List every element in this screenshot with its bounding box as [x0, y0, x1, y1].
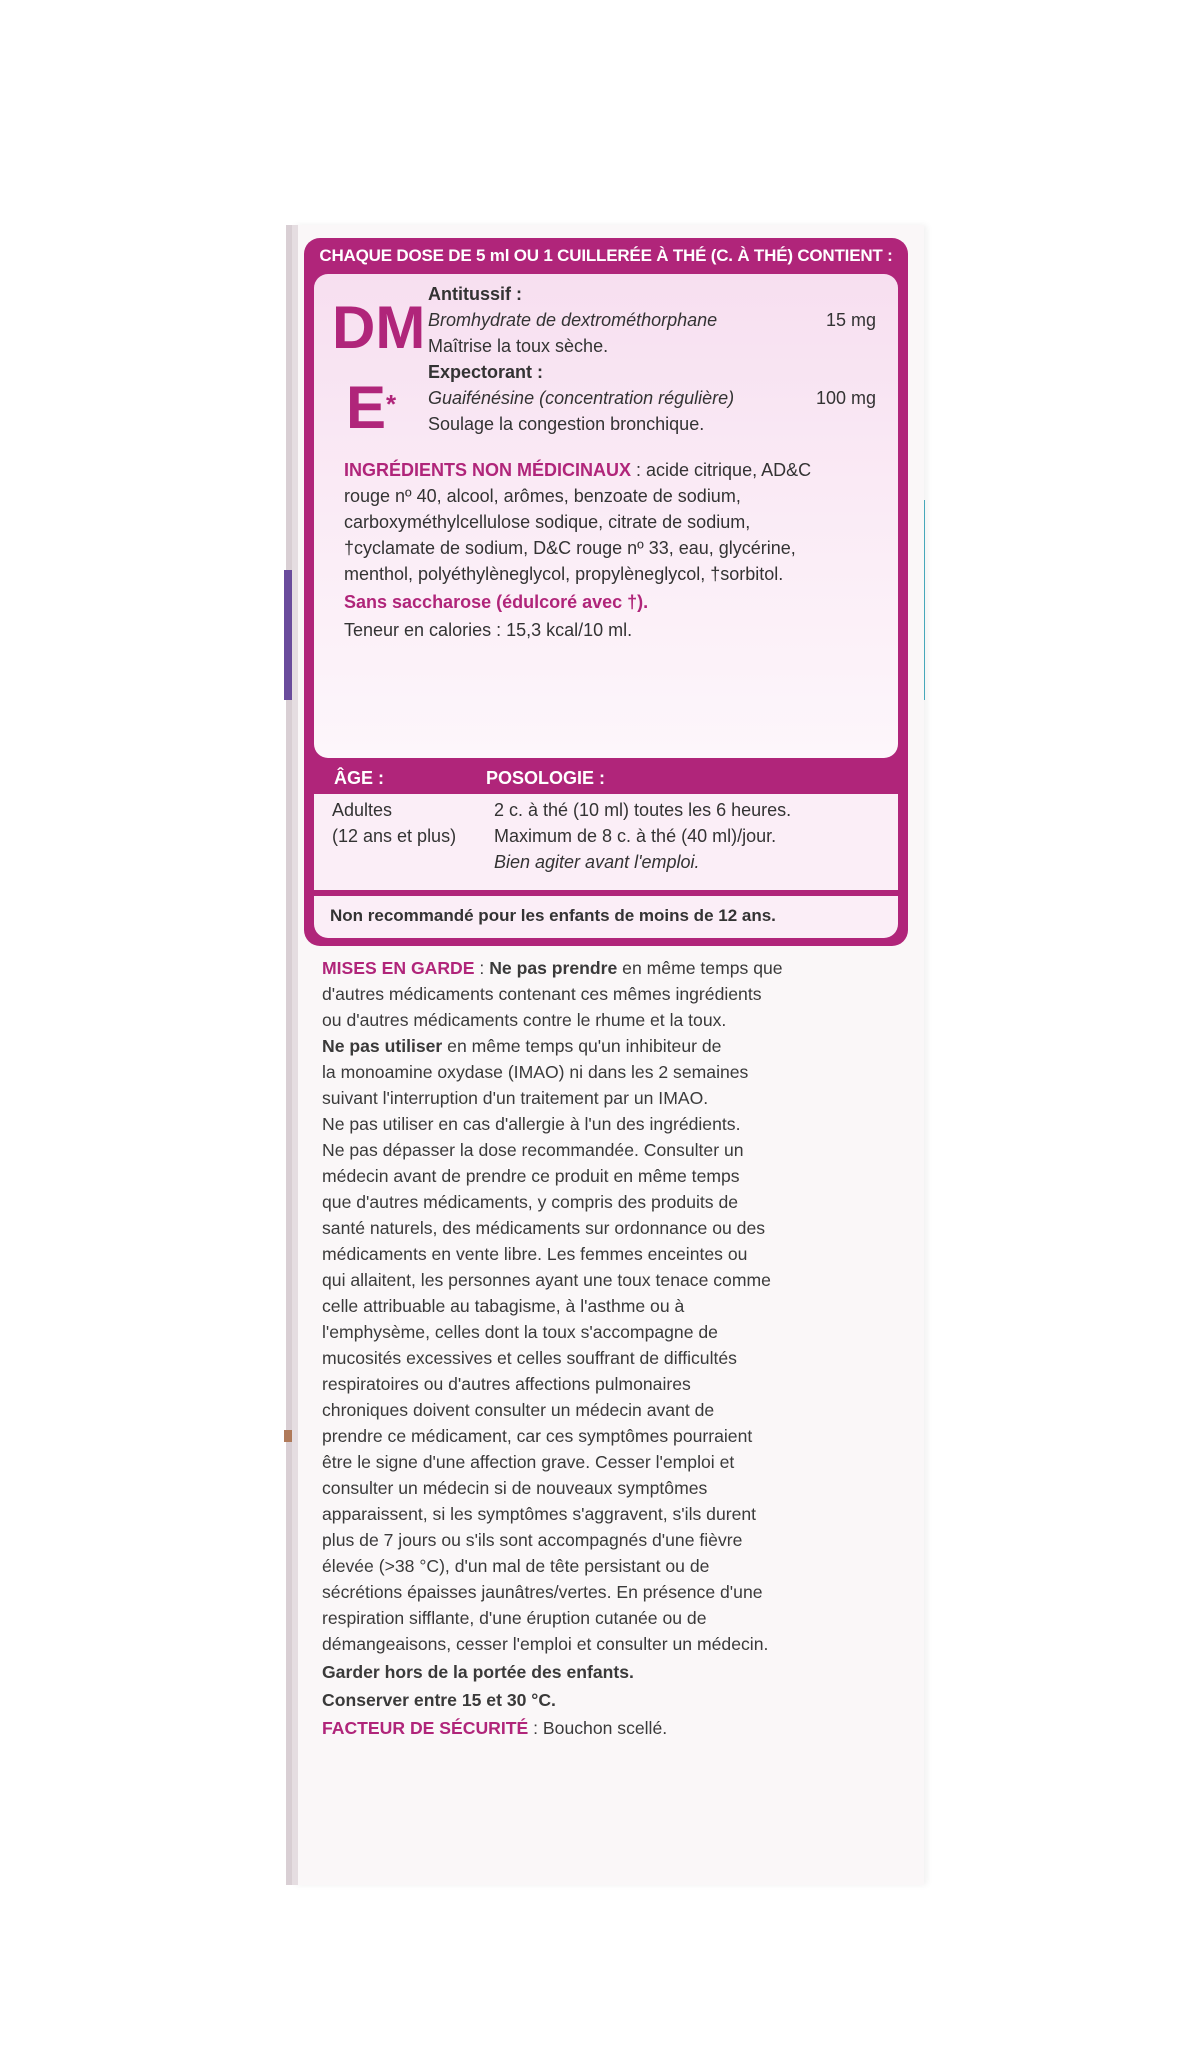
warnings-line-20: être le signe d'une affection grave. Cesser l'emploi et — [322, 1452, 735, 1472]
safety-factor: FACTEUR DE SÉCURITÉ : Bouchon scellé. — [322, 1718, 668, 1738]
ingredients-inner — [314, 274, 898, 758]
dm-letter: DM — [332, 294, 426, 361]
ingredients-panel — [304, 238, 908, 946]
dosage-header-row — [314, 766, 898, 792]
dm-category: Antitussif : — [428, 284, 522, 304]
box-side-accent-left — [284, 570, 292, 700]
dose-line-1: 2 c. à thé (10 ml) toutes les 6 heures. — [494, 800, 792, 820]
dose-line-3: Bien agiter avant l'emploi. — [494, 852, 700, 872]
warnings-line-19: prendre ce médicament, car ces symptômes pourraient — [322, 1426, 753, 1446]
non-med-label: INGRÉDIENTS NON MÉDICINAUX — [344, 460, 632, 480]
warnings-line-1: MISES EN GARDE : Ne pas prendre en même temps que — [322, 958, 783, 978]
dosage-table — [314, 794, 898, 890]
not-recommended-box — [314, 896, 898, 938]
e-effect: Soulage la congestion bronchique. — [428, 414, 705, 434]
sugar-free-note: Sans saccharose (édulcoré avec †). — [344, 592, 649, 612]
non-med-line-1: INGRÉDIENTS NON MÉDICINAUX : acide citrique, AD&C — [344, 460, 812, 480]
e-category: Expectorant : — [428, 362, 544, 382]
box-side-accent-small — [284, 1430, 292, 1442]
warnings-line-18: chroniques doivent consulter un médecin avant de — [322, 1400, 715, 1420]
warnings-line-12: médicaments en vente libre. Les femmes enceintes ou — [322, 1244, 748, 1264]
non-med-line-4: †cyclamate de sodium, D&C rouge nº 33, eau, glycérine, — [344, 538, 796, 558]
warnings-label: MISES EN GARDE — [322, 958, 475, 978]
e-letter: E* — [346, 374, 397, 441]
age-line-2: (12 ans et plus) — [332, 826, 457, 846]
panel-header: CHAQUE DOSE DE 5 ml OU 1 CUILLERÉE À THÉ (C. À THÉ) CONTIENT : — [319, 246, 893, 265]
warnings-line-4: Ne pas utiliser en même temps qu'un inhibiteur de — [322, 1036, 722, 1056]
warnings-line-5: la monoamine oxydase (IMAO) ni dans les 2 semaines — [322, 1062, 749, 1082]
warnings-line-14: celle attribuable au tabagisme, à l'asthme ou à — [322, 1296, 685, 1316]
warnings-line-25: sécrétions épaisses jaunâtres/vertes. En présence d'une — [322, 1582, 763, 1602]
non-med-line-5: menthol, polyéthylèneglycol, propylèneglycol, †sorbitol. — [344, 564, 784, 584]
warnings-line-3: ou d'autres médicaments contre le rhume et la toux. — [322, 1010, 727, 1030]
dm-amount: 15 mg — [826, 310, 877, 330]
warnings-line-11: santé naturels, des médicaments sur ordonnance ou des — [322, 1218, 766, 1238]
posology-header: POSOLOGIE : — [486, 768, 606, 788]
e-ingredient: Guaifénésine (concentration régulière) — [428, 388, 735, 408]
warnings-line-22: apparaissent, si les symptômes s'aggravent, s'ils durent — [322, 1504, 757, 1524]
warnings-line-24: élevée (>38 °C), d'un mal de tête persistant ou de — [322, 1556, 710, 1576]
age-line-1: Adultes — [332, 800, 393, 820]
warnings-line-21: consulter un médecin si de nouveaux symptômes — [322, 1478, 708, 1498]
warnings-line-8: Ne pas dépasser la dose recommandée. Consulter un — [322, 1140, 744, 1160]
warnings-line-13: qui allaitent, les personnes ayant une toux tenace comme — [322, 1270, 771, 1290]
age-header: ÂGE : — [334, 768, 385, 788]
calorie-content: Teneur en calories : 15,3 kcal/10 ml. — [344, 620, 633, 640]
non-med-line-3: carboxyméthylcellulose sodique, citrate de sodium, — [344, 512, 751, 532]
dosage-divider — [314, 890, 898, 893]
warnings-line-7: Ne pas utiliser en cas d'allergie à l'un des ingrédients. — [322, 1114, 741, 1134]
not-recommended-note: Non recommandé pour les enfants de moins de 12 ans. — [330, 906, 776, 925]
warnings-line-10: que d'autres médicaments, y compris des produits de — [322, 1192, 739, 1212]
keep-away-notice: Garder hors de la portée des enfants. — [322, 1662, 634, 1682]
warnings-line-23: plus de 7 jours ou s'ils sont accompagnés d'une fièvre — [322, 1530, 743, 1550]
e-amount: 100 mg — [816, 388, 877, 408]
non-med-line-2: rouge nº 40, alcool, arômes, benzoate de sodium, — [344, 486, 741, 506]
warnings-line-6: suivant l'interruption d'un traitement par un IMAO. — [322, 1088, 709, 1108]
dm-effect: Maîtrise la toux sèche. — [428, 336, 609, 356]
dm-ingredient: Bromhydrate de dextrométhorphane — [428, 310, 718, 330]
warnings-line-9: médecin avant de prendre ce produit en même temps — [322, 1166, 740, 1186]
warnings-line-27: démangeaisons, cesser l'emploi et consulter un médecin. — [322, 1634, 769, 1654]
warnings-line-16: mucosités excessives et celles souffrant de difficultés — [322, 1348, 737, 1368]
storage-notice: Conserver entre 15 et 30 °C. — [322, 1690, 556, 1710]
safety-label: FACTEUR DE SÉCURITÉ — [322, 1718, 529, 1738]
warnings-line-15: l'emphysème, celles dont la toux s'accompagne de — [322, 1322, 718, 1342]
warnings-line-17: respiratoires ou d'autres affections pulmonaires — [322, 1374, 691, 1394]
warnings-line-2: d'autres médicaments contenant ces mêmes ingrédients — [322, 984, 762, 1004]
warnings-line-26: respiration sifflante, d'une éruption cutanée ou de — [322, 1608, 707, 1628]
dose-line-2: Maximum de 8 c. à thé (40 ml)/jour. — [494, 826, 777, 846]
